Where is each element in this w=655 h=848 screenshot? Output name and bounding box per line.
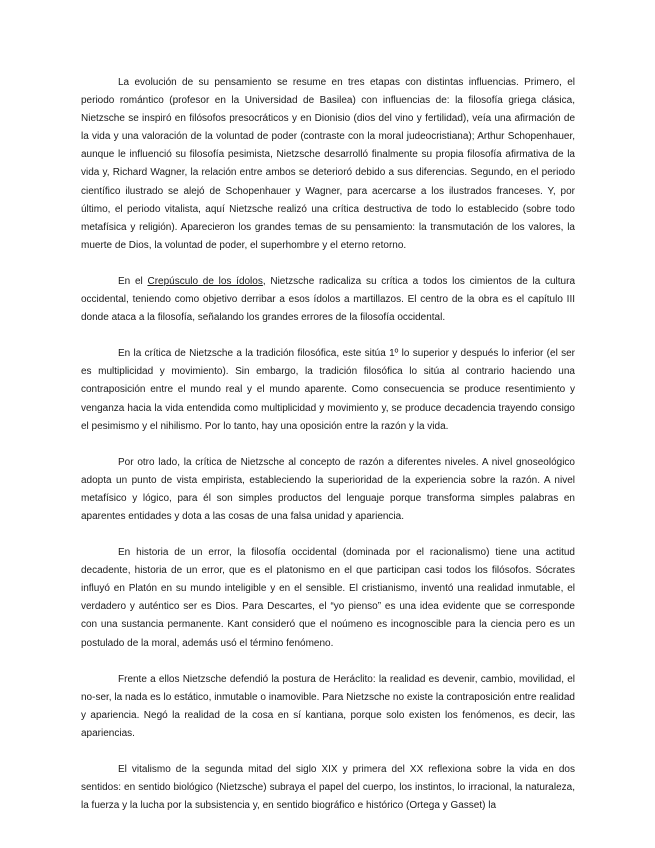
paragraph-tradition-critique: En la crítica de Nietzsche a la tradición filosófica, este sitúa 1º lo superior y después lo inferior (el ser es multiplicidad y movimiento). Sin embargo, la tradición filosófica lo sitúa al contrario haciendo una contraposición entre el mundo real y el mundo aparente. Como consecuencia se produce resentimiento y venganza hacia la vida entendida como multiplicidad y movimiento y, se produce decadencia trayendo consigo el pesimismo y el nihilismo. Por lo tanto, hay una oposición entre la razón y la vida.	[81, 348, 575, 432]
paragraph-evolution: La evolución de su pensamiento se resume en tres etapas con distintas influencias. Primero, el periodo romántico (profesor en la Universidad de Basilea) con influencias de: la filosofía griega clásica, Nietzsche se inspiró en filósofos presocráticos y en Dionisio (dios del vino y fertilidad), veía una afirmación de la vida y una valoración de la voluntad de poder (contraste con la moral judeocristiana); Arthur Schopenhauer, aunque le influenció su filosofía pesimista, Nietzsche desarrolló finalmente su propia filosofía afirmativa de la vida y, Richard Wagner, la relación entre ambos se deterioró debido a sus diferencias. Segundo, en el periodo científico ilustrado se alejó de Schopenhauer y Wagner, para acercarse a los ilustrados franceses. Y, por último, el periodo vitalista, aquí Nietzsche realizó una crítica destructiva de todo lo establecido (sobre todo metafísica y religión). Aparecieron los grandes temas de su pensamiento: la transmutación de los valores, la muerte de Dios, la voluntad de poder, el superhombre y el eterno retorno.	[81, 77, 575, 251]
paragraph-heraclitus: Frente a ellos Nietzsche defendió la postura de Heráclito: la realidad es devenir, cambio, movilidad, el no-ser, la nada es lo estático, inmutable o inamovible. Para Nietzsche no existe la contraposición entre realidad y apariencia. Negó la realidad de la cosa en sí kantiana, porque solo existen los fenómenos, es decir, las apariencias.	[81, 673, 575, 739]
paragraph-history-error: En historia de un error, la filosofía occidental (dominada por el racionalismo) tiene una actitud decadente, historia de un error, que es el platonismo en el que participan casi todos los filósofos. Sócrates influyó en Platón en su mundo inteligible y en el sensible. El cristianismo, inventó una realidad inmutable, el verdadero y auténtico ser es Dios. Para Descartes, el “yo pienso” es una idea evidente que se corresponde con una sustancia permanente. Kant consideró que el noúmeno es incognoscible para la ciencia pero es un postulado de la moral, además usó el término fenómeno.	[81, 547, 575, 649]
paragraph-crepusculo-post: , Nietzsche radicaliza su crítica a todos los cimientos de la cultura occidental, teniendo como objetivo derribar a esos ídolos a martillazos. El centro de la obra es el capítulo III donde ataca a la filosofía, señalando los grandes errores de la filosofía occidental.	[81, 275, 576, 324]
paragraph-crepusculo	[81, 273, 575, 327]
paragraph-crepusculo-pre: En el	[118, 275, 148, 287]
document-body	[81, 74, 575, 815]
paragraph-vitalism: El vitalismo de la segunda mitad del siglo XIX y primera del XX reflexiona sobre la vida en dos sentidos: en sentido biológico (Nietzsche) subraya el papel del cuerpo, los instintos, lo irracional, la naturaleza, la fuerza y la lucha por la subsistencia y, en sentido biográfico e histórico (Ortega y Gasset) la	[81, 764, 575, 812]
paragraph-reason-critique: Por otro lado, la crítica de Nietzsche al concepto de razón a diferentes niveles. A nivel gnoseológico adopta un punto de vista empirista, estableciendo la superioridad de la experiencia sobre la razón. A nivel metafísico y lógico, para él son simples productos del lenguaje porque transforma simples palabras en aparentes entidades y dota a las cosas de una falsa unidad y apariencia.	[81, 456, 575, 522]
book-title-link: Crepúsculo de los ídolos	[147, 275, 263, 287]
